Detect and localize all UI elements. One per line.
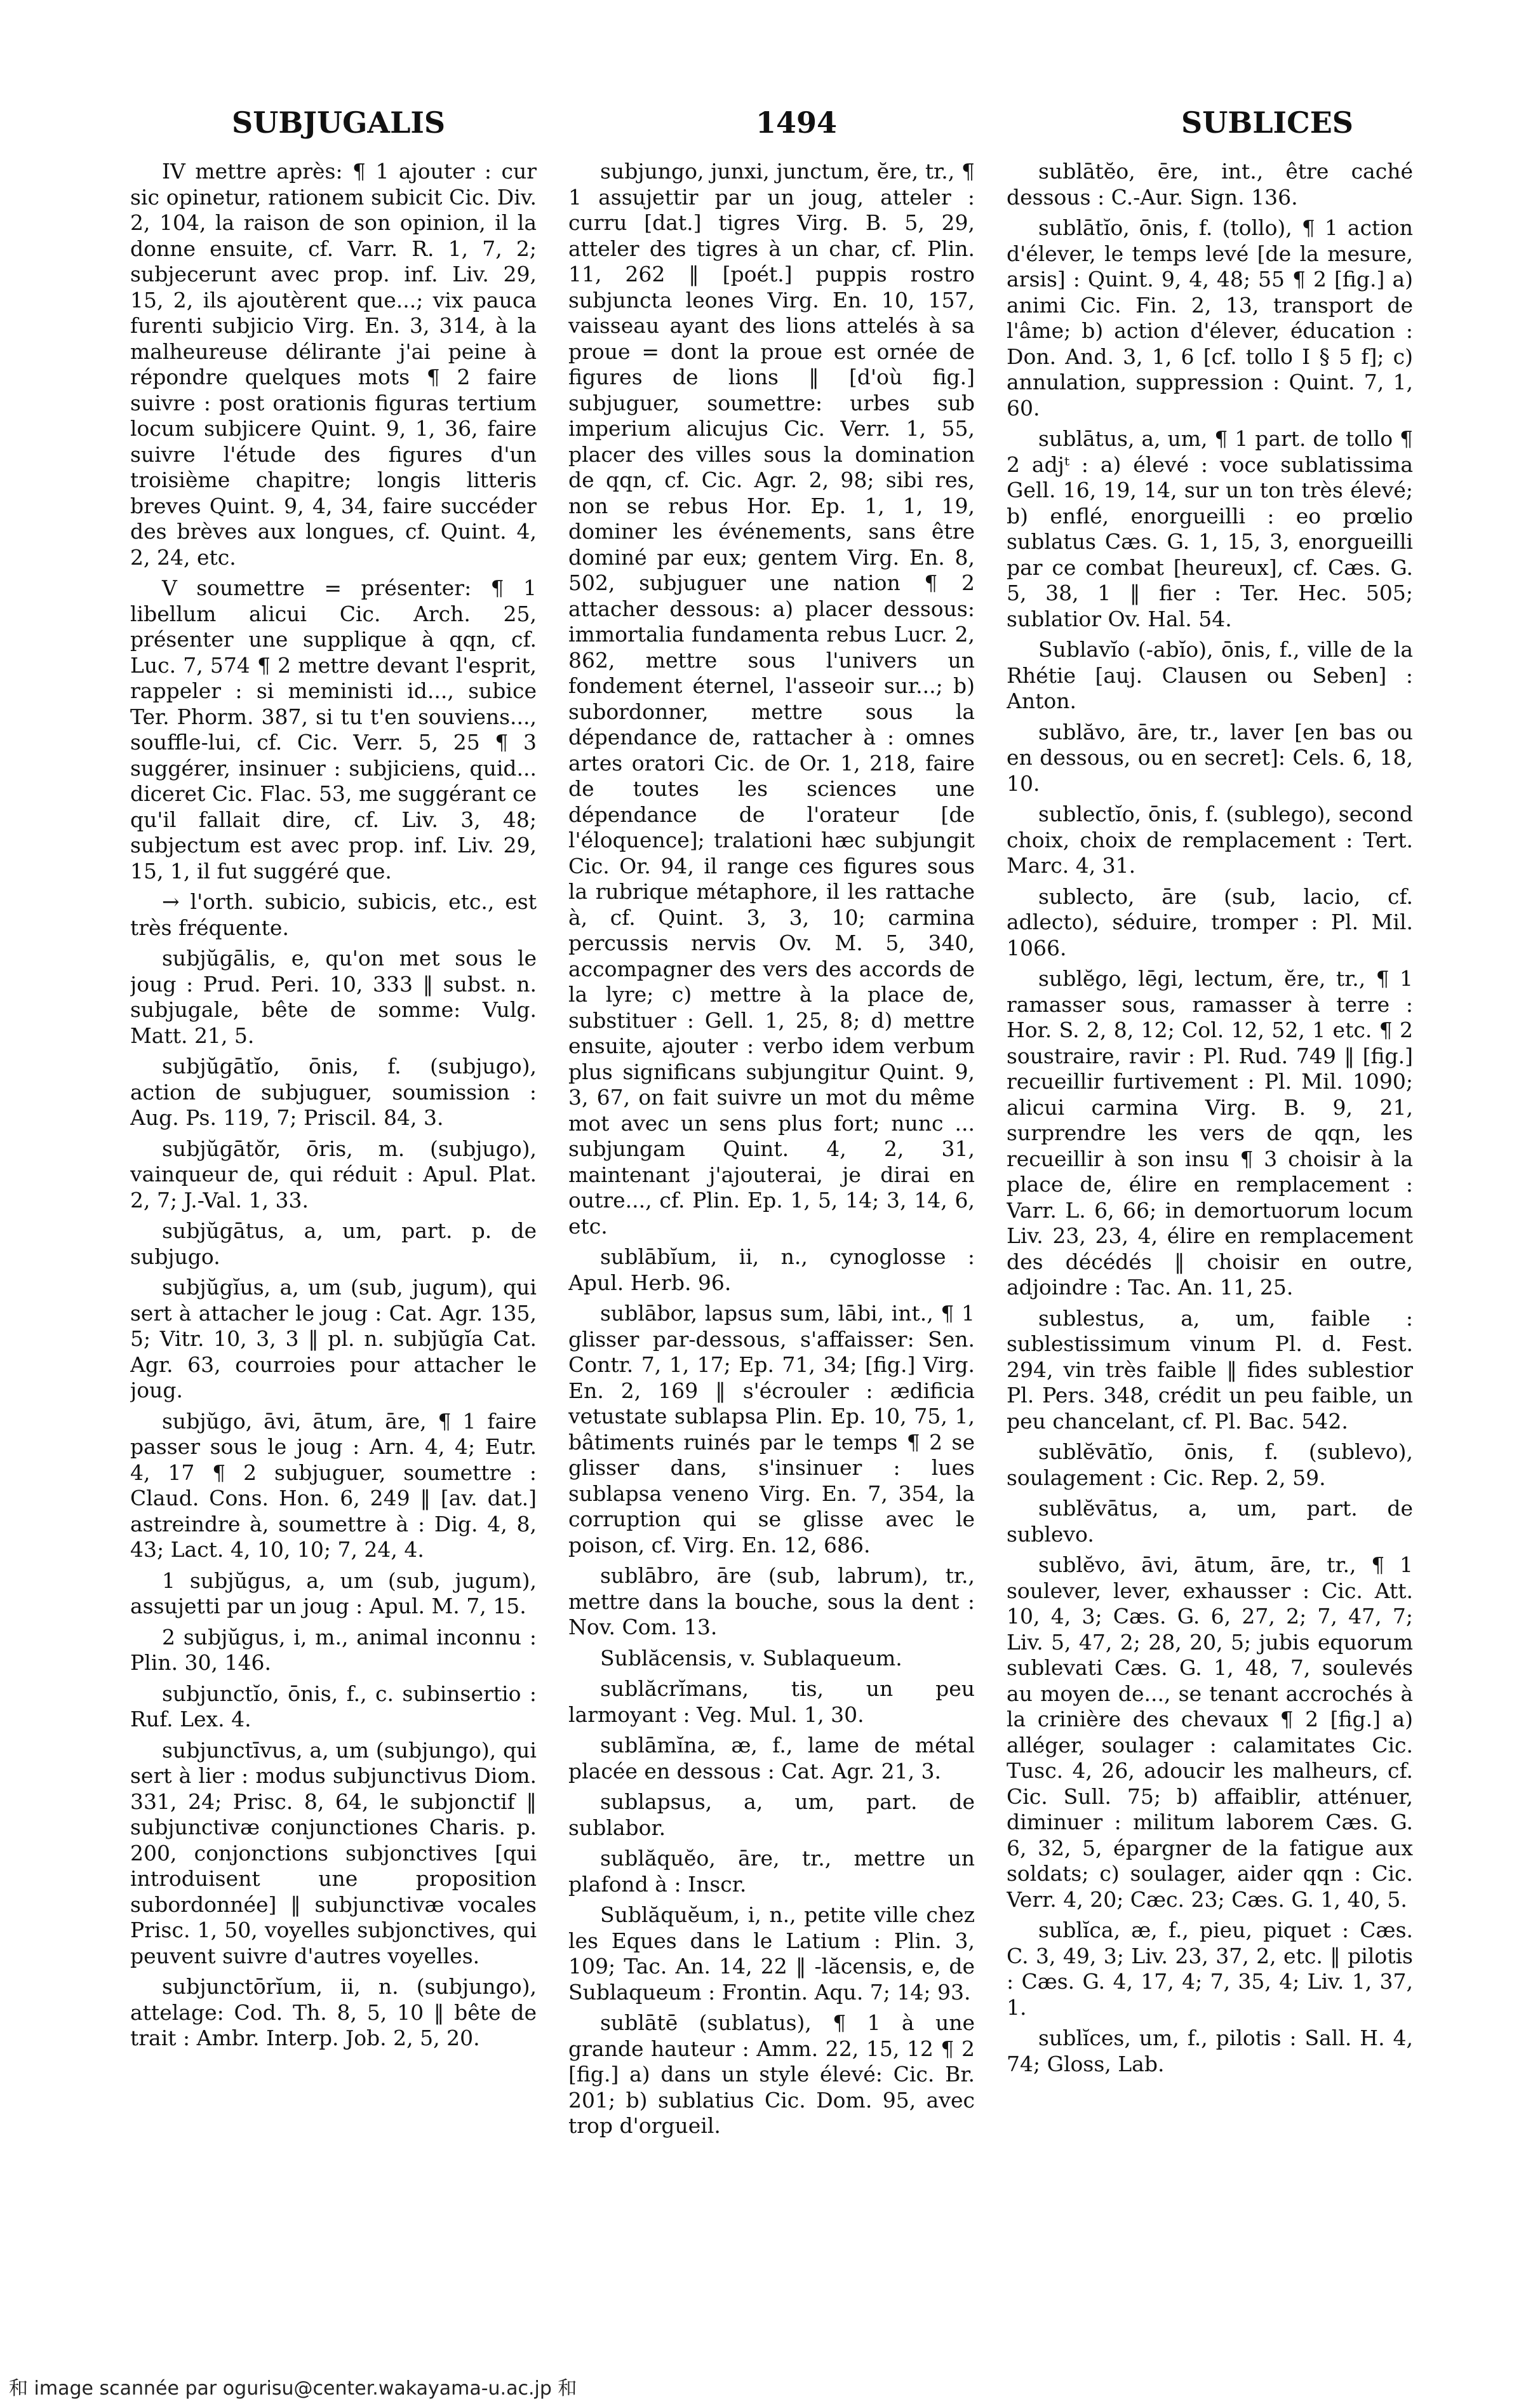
dictionary-entry: sublĭces, um, f., pilotis : Sall. H. 4, 74; Gloss, Lab. [1007, 2026, 1413, 2076]
dictionary-entry: 1 subjŭgus, a, um (sub, jugum), assujetti par un joug : Apul. M. 7, 15. [130, 1568, 537, 1618]
dictionary-entry: sublapsus, a, um, part. de sublabor. [568, 1789, 975, 1840]
dictionary-entry: sublĕgo, lēgi, lectum, ĕre, tr., ¶ 1 ramasser sous, ramasser à terre : Hor. S. 2, 8, 12; Col. 12, 52, 1 etc. ¶ 2 soustraire, ravir : Pl. Rud. 749 ‖ [fig.] recueillir furtivement : Pl. Mil. 1090; alicui carmina Virg. B. 9, 21, surprendre les vers de qqn, les recueillir à son insu ¶ 3 choisir à la place de, élire en remplacement : Varr. L. 6, 66; in demortuorum locum Liv. 23, 23, 4, élire en remplacement des décédés ‖ choisir en outre, adjoindre : Tac. An. 11, 25. [1007, 966, 1413, 1300]
dictionary-entry: sublātus, a, um, ¶ 1 part. de tollo ¶ 2 adjᵗ : a) élevé : voce sublatissima Gell. 16, 19, 14, sur un ton très élevé; b) enflé, enorgueilli : eo prœlio sublatus Cæs. G. 1, 15, 3, enorgueilli par ce combat [heureux], cf. Cæs. G. 5, 38, 1 ‖ fier : Ter. Hec. 505; sublatior Ov. Hal. 54. [1007, 426, 1413, 631]
dictionary-entry: sublātĭo, ōnis, f. (tollo), ¶ 1 action d'élever, le temps levé [de la mesure, arsis] : Quint. 9, 4, 48; 55 ¶ 2 [fig.] a) animi Cic. Fin. 2, 13, transport de l'âme; b) action d'élever, éducation : Don. And. 3, 1, 6 [cf. tollo I § 5 f]; c) annulation, suppression : Quint. 7, 1, 60. [1007, 215, 1413, 420]
dictionary-entry: sublĕvātĭo, ōnis, f. (sublevo), soulagement : Cic. Rep. 2, 59. [1007, 1439, 1413, 1490]
dictionary-entry: subjunctīvus, a, um (subjungo), qui sert à lier : modus subjunctivus Diom. 331, 24; Prisc. 8, 64, le subjonctif ‖ subjunctivæ conjunctiones Charis. p. 200, conjonctions subjonctives [qui introduisent une proposition subordonnée] ‖ subjunctivæ vocales Prisc. 1, 50, voyelles subjonctives, qui peuvent suivre d'autres voyelles. [130, 1737, 537, 1968]
dictionary-entry: subjŭgātus, a, um, part. p. de subjugo. [130, 1218, 537, 1269]
dictionary-entry: subjŭgālis, e, qu'on met sous le joug : Prud. Peri. 10, 333 ‖ subst. n. subjugale, bête de somme: Vulg. Matt. 21, 5. [130, 946, 537, 1048]
header-right-guideword: SUBLICES [1181, 105, 1353, 140]
dictionary-entry: → l'orth. subicio, subicis, etc., est très fréquente. [130, 889, 537, 940]
dictionary-entry: sublestus, a, um, faible : sublestissimum vinum Pl. d. Fest. 294, vin très faible ‖ fides sublestior Pl. Pers. 348, crédit un peu faible, un peu chancelant, cf. Pl. Bac. 542. [1007, 1305, 1413, 1434]
dictionary-entry: sublecto, āre (sub, lacio, cf. adlecto), séduire, tromper : Pl. Mil. 1066. [1007, 884, 1413, 960]
scan-credit: 和 image scannée par ogurisu@center.wakayama-u.ac.jp 和 [9, 2377, 577, 2400]
dictionary-entry: sublĕvātus, a, um, part. de sublevo. [1007, 1496, 1413, 1547]
dictionary-entry: subjungo, junxi, junctum, ĕre, tr., ¶ 1 assujettir par un joug, atteler : curru [dat.] tigres Virg. B. 5, 29, atteler des tigres à un char, cf. Plin. 11, 262 ‖ [poét.] puppis rostro subjuncta leones Virg. En. 10, 157, vaisseau ayant des lions attelés à sa proue = dont la proue est ornée de figures de lions ‖ [d'où fig.] subjuguer, soumettre: urbes sub imperium alicujus Cic. Verr. 1, 55, placer des villes sous la domination de qqn, cf. Cic. Agr. 2, 98; sibi res, non se rebus Hor. Ep. 1, 1, 19, dominer les événements, sans être dominé par eux; gentem Virg. En. 8, 502, subjuguer une nation ¶ 2 attacher dessous: a) placer dessous: immortalia fundamenta rebus Lucr. 2, 862, mettre sous l'univers un fondement éternel, l'asseoir sur...; b) subordonner, mettre sous la dépendance de, rattacher à : omnes artes oratori Cic. de Or. 1, 218, faire de toutes les sciences une dépendance de l'orateur [de l'éloquence]; tralationi hæc subjungit Cic. Or. 94, il range ces figures sous la rubrique métaphore, il les rattache à, cf. Quint. 3, 3, 10; carmina percussis nervis Ov. M. 5, 340, accompagner des vers des accords de la lyre; c) mettre à la place de, substituer : Gell. 1, 25, 8; d) mettre ensuite, ajouter : verbo idem verbum plus significans subjungitur Quint. 9, 3, 67, on fait suivre un mot du même mot avec un sens plus fort; nunc ... subjungam Quint. 4, 2, 31, maintenant j'ajouterai, je dirai en outre..., cf. Plin. Ep. 1, 5, 14; 3, 14, 6, etc. [568, 159, 975, 1239]
dictionary-entry: subjŭgĭus, a, um (sub, jugum), qui sert à attacher le joug : Cat. Agr. 135, 5; Vitr. 10, 3, 3 ‖ pl. n. subjŭgĭa Cat. Agr. 63, courroies pour attacher le joug. [130, 1275, 537, 1402]
dictionary-entry: IV mettre après: ¶ 1 ajouter : cur sic opinetur, rationem subicit Cic. Div. 2, 104, la raison de son opinion, il la donne ensuite, cf. Varr. R. 1, 7, 2; subjecerunt avec prop. inf. Liv. 29, 15, 2, ils ajoutèrent que...; vix pauca furenti subjicio Virg. En. 3, 314, à la malheureuse délirante j'ai peine à répondre quelques mots ¶ 2 faire suivre : post orationis figuras tertium locum subjicere Quint. 9, 1, 36, faire suivre l'étude des figures d'un troisième chapitre; longis litteris breves Quint. 9, 4, 34, faire succéder des brèves aux longues, cf. Quint. 4, 2, 24, etc. [130, 159, 537, 570]
dictionary-entry: sublābor, lapsus sum, lābi, int., ¶ 1 glisser par-dessous, s'affaisser: Sen. Contr. 7, 1, 17; Ep. 71, 34; [fig.] Virg. En. 2, 169 ‖ s'écrouler : ædificia vetustate sublapsa Plin. Ep. 10, 75, 1, bâtiments ruinés par le temps ¶ 2 se glisser dans, s'insinuer : lues sublapsa veneno Virg. En. 7, 354, la corruption qui se glisse avec le poison, cf. Virg. En. 12, 686. [568, 1301, 975, 1557]
dictionary-entry: sublābro, āre (sub, labrum), tr., mettre dans la bouche, sous la dent : Nov. Com. 13. [568, 1563, 975, 1639]
dictionary-entry: subjŭgātĭo, ōnis, f. (subjugo), action de subjuguer, soumission : Aug. Ps. 119, 7; Priscil. 84, 3. [130, 1054, 537, 1130]
dictionary-entry: sublātē (sublatus), ¶ 1 à une grande hauteur : Amm. 22, 15, 12 ¶ 2 [fig.] a) dans un style élevé: Cic. Br. 201; b) sublatius Cic. Dom. 95, avec trop d'orgueil. [568, 2010, 975, 2138]
dictionary-entry: Sublăquĕum, i, n., petite ville chez les Eques dans le Latium : Plin. 3, 109; Tac. An. 14, 22 ‖ -lăcensis, e, de Sublaqueum : Frontin. Aqu. 7; 14; 93. [568, 1902, 975, 2005]
dictionary-entry: sublĭca, æ, f., pieu, piquet : Cæs. C. 3, 49, 3; Liv. 23, 37, 2, etc. ‖ pilotis : Cæs. G. 4, 17, 4; 7, 35, 4; Liv. 1, 37, 1. [1007, 1918, 1413, 2020]
dictionary-entry: sublāmĭna, æ, f., lame de métal placée en dessous : Cat. Agr. 21, 3. [568, 1733, 975, 1784]
dictionary-entry: sublăquĕo, āre, tr., mettre un plafond à : Inscr. [568, 1846, 975, 1897]
dictionary-entry: subjunctōrĭum, ii, n. (subjungo), attelage: Cod. Th. 8, 5, 10 ‖ bête de trait : Ambr. Interp. Job. 2, 5, 20. [130, 1974, 537, 2050]
entries-columns [130, 159, 1413, 2255]
dictionary-entry: sublăvo, āre, tr., laver [en bas ou en dessous, ou en secret]: Cels. 6, 18, 10. [1007, 719, 1413, 796]
dictionary-entry: sublăcrĭmans, tis, un peu larmoyant : Veg. Mul. 1, 30. [568, 1676, 975, 1727]
column-1 [130, 159, 537, 2255]
dictionary-entry: subjŭgo, āvi, ātum, āre, ¶ 1 faire passer sous le joug : Arn. 4, 4; Eutr. 4, 17 ¶ 2 subjuguer, soumettre : Claud. Cons. Hon. 6, 249 ‖ [av. dat.] astreindre à, soumettre à : Dig. 4, 8, 43; Lact. 4, 10, 10; 7, 24, 4. [130, 1408, 537, 1562]
dictionary-entry: subjunctĭo, ōnis, f., c. subinsertio : Ruf. Lex. 4. [130, 1681, 537, 1731]
dictionary-entry: sublābĭum, ii, n., cynoglosse : Apul. Herb. 96. [568, 1244, 975, 1295]
dictionary-entry: sublātĕo, ēre, int., être caché dessous : C.-Aur. Sign. 136. [1007, 159, 1413, 210]
dictionary-entry: Sublăcensis, v. Sublaqueum. [600, 1645, 902, 1670]
dictionary-entry: sublĕvo, āvi, ātum, āre, tr., ¶ 1 soulever, lever, exhausser : Cic. Att. 10, 4, 3; Cæs. G. 6, 27, 2; 7, 47, 7; Liv. 5, 47, 2; 28, 20, 5; jubis equorum sublevati Cæs. G. 1, 48, 7, soulevés au moyen de..., se tenant accrochés à la crinière des chevaux ¶ 2 [fig.] a) alléger, soulager : calamitates Cic. Tusc. 4, 26, adoucir les malheurs, cf. Cic. Sull. 75; b) affaiblir, atténuer, diminuer : militum laborem Cæs. G. 6, 32, 5, épargner de la fatigue aux soldats; c) soulager, aider qqn : Cic. Verr. 4, 20; Cæc. 23; Cæs. G. 1, 40, 5. [1007, 1552, 1413, 1912]
page-number: 1494 [756, 105, 838, 140]
header-left-guideword: SUBJUGALIS [232, 105, 446, 140]
column-3 [1007, 159, 1413, 2255]
dictionary-entry: sublectĭo, ōnis, f. (sublego), second choix, choix de remplacement : Tert. Marc. 4, 31. [1007, 802, 1413, 878]
column-2 [568, 159, 975, 2255]
running-header [0, 95, 1540, 146]
dictionary-entry: subjŭgātŏr, ōris, m. (subjugo), vainqueur de, qui réduit : Apul. Plat. 2, 7; J.-Val. 1, 33. [130, 1136, 537, 1213]
dictionary-entry: V soumettre = présenter: ¶ 1 libellum alicui Cic. Arch. 25, présenter une supplique à qqn, cf. Luc. 7, 574 ¶ 2 mettre devant l'esprit, rappeler : si meministi id..., subice Ter. Phorm. 387, si tu t'en souviens..., souffle-lui, cf. Cic. Verr. 5, 25 ¶ 3 suggérer, insinuer : subjiciens, quid... diceret Cic. Flac. 53, me suggérant ce qu'il fallait dire, cf. Liv. 3, 48; subjectum est avec prop. inf. Liv. 29, 15, 1, il fut suggéré que. [130, 575, 537, 884]
dictionary-entry: Sublavĭo (-abĭo), ōnis, f., ville de la Rhétie [auj. Clausen ou Seben] : Anton. [1007, 637, 1413, 713]
dictionary-entry: 2 subjŭgus, i, m., animal inconnu : Plin. 30, 146. [130, 1624, 537, 1675]
